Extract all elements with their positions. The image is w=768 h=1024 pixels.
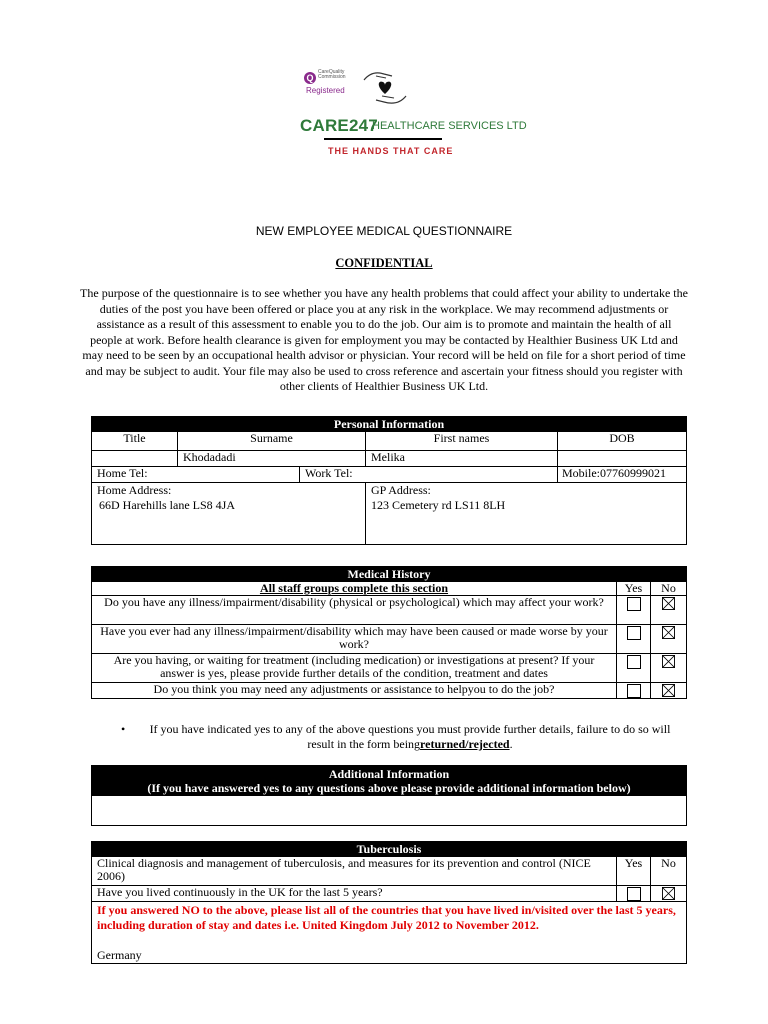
page-title: NEW EMPLOYEE MEDICAL QUESTIONNAIRE xyxy=(255,224,513,238)
q4-yes-cell xyxy=(617,683,651,699)
brand-name: CARE247 xyxy=(300,116,378,135)
confidential-heading: CONFIDENTIAL xyxy=(335,256,433,270)
tb-instruction: If you answered NO to the above, please list all of the countries that you have lived in/visited over the last 5 years, including duration of stay and dates i.e. United Kingdom July 2012 to November 2012. xyxy=(97,903,676,932)
q4-no-checkbox-checked[interactable] xyxy=(662,684,675,697)
brand-subtitle: HEALTHCARE SERVICES LTD xyxy=(372,120,527,132)
q2-yes-cell xyxy=(617,625,651,654)
no-column-header: No xyxy=(651,582,687,596)
gp-address-value: 123 Cemetery rd LS11 8LH xyxy=(371,498,506,512)
gp-address-field[interactable] xyxy=(366,483,687,545)
medical-question-4: Do you think you may need any adjustments or assistance to helpyou to do the job? xyxy=(92,683,617,699)
title-field[interactable] xyxy=(92,451,178,467)
home-tel-label: Home Tel: xyxy=(97,466,148,480)
personal-info-header: Personal Information xyxy=(92,417,687,432)
home-address-value: 66D Harehills lane LS8 4JA xyxy=(99,498,235,512)
additional-info-header xyxy=(92,766,687,796)
note-text: If you have indicated yes to any of the above questions you must provide further details, failure to do so will result in the form being xyxy=(149,722,671,751)
tb-yes-column-header: Yes xyxy=(617,857,651,886)
q3-yes-cell xyxy=(617,654,651,683)
q1-yes-checkbox[interactable] xyxy=(627,597,641,611)
q2-no-checkbox-checked[interactable] xyxy=(662,626,675,639)
cqc-registered-badge xyxy=(304,70,350,98)
surname-column-header: Surname xyxy=(178,432,366,451)
q4-yes-checkbox[interactable] xyxy=(627,684,641,698)
cqc-registered-text: Registered xyxy=(306,86,345,95)
tuberculosis-table xyxy=(91,841,687,964)
medical-history-header: Medical History xyxy=(92,567,687,582)
additional-info-title: Additional Information xyxy=(328,767,450,781)
yes-column-header: Yes xyxy=(617,582,651,596)
note-period: . xyxy=(509,737,513,751)
additional-info-subtitle: (If you have answered yes to any questions above please provide additional information below) xyxy=(147,781,631,795)
firstnames-field[interactable]: Melika xyxy=(366,451,558,467)
q4-no-cell xyxy=(651,683,687,699)
firstnames-column-header: First names xyxy=(366,432,558,451)
dob-field[interactable] xyxy=(558,451,687,467)
hands-heart-icon xyxy=(362,68,408,108)
q3-yes-checkbox[interactable] xyxy=(627,655,641,669)
tb-no-cell xyxy=(651,886,687,902)
q1-no-cell xyxy=(651,596,687,625)
q1-no-checkbox-checked[interactable] xyxy=(662,597,675,610)
home-tel-field[interactable] xyxy=(92,467,300,483)
q3-no-checkbox-checked[interactable] xyxy=(662,655,675,668)
cqc-q-icon: Q xyxy=(304,72,316,84)
medical-history-table xyxy=(91,566,687,699)
medical-question-1: Do you have any illness/impairment/disability (physical or psychological) which may affect your work? xyxy=(92,596,617,625)
gp-address-label: GP Address: xyxy=(371,483,431,497)
mobile-field[interactable] xyxy=(558,467,687,483)
tb-yes-cell xyxy=(617,886,651,902)
additional-info-field[interactable] xyxy=(92,796,687,826)
tb-intro: Clinical diagnosis and management of tuberculosis, and measures for its prevention and control (NICE 2006) xyxy=(92,857,617,886)
q1-yes-cell xyxy=(617,596,651,625)
mobile-label: Mobile: xyxy=(562,466,600,480)
q2-no-cell xyxy=(651,625,687,654)
q2-yes-checkbox[interactable] xyxy=(627,626,641,640)
tb-no-checkbox-checked[interactable] xyxy=(662,887,675,900)
medical-question-3: Are you having, or waiting for treatment (including medication) or investigations at present? If your answer is yes, please provide further details of the condition, treatment and dates xyxy=(92,654,617,683)
surname-field[interactable]: Khodadadi xyxy=(178,451,366,467)
medical-question-2: Have you ever had any illness/impairment/disability which may have been caused or made worse by your work? xyxy=(92,625,617,654)
home-address-field[interactable] xyxy=(92,483,366,545)
home-address-label: Home Address: xyxy=(97,483,172,497)
dob-column-header: DOB xyxy=(558,432,687,451)
personal-information-table xyxy=(91,416,687,545)
work-tel-field[interactable] xyxy=(300,467,558,483)
title-column-header: Title xyxy=(92,432,178,451)
tb-question: Have you lived continuously in the UK for the last 5 years? xyxy=(92,886,617,902)
additional-information-table xyxy=(91,765,687,826)
tb-no-column-header: No xyxy=(651,857,687,886)
medical-subheader: All staff groups complete this section xyxy=(92,582,617,596)
tb-yes-checkbox[interactable] xyxy=(627,887,641,901)
further-details-note xyxy=(140,722,680,752)
tb-countries-field[interactable] xyxy=(92,902,687,964)
tb-countries-value: Germany xyxy=(97,948,142,962)
company-logo xyxy=(300,68,527,166)
logo-divider xyxy=(324,138,442,140)
cqc-small-text: CareQuality Commission xyxy=(318,69,346,80)
bullet-point-icon: • xyxy=(121,722,126,736)
purpose-paragraph: The purpose of the questionnaire is to see whether you have any health problems that could affect your ability to undertake the duties of the post you have been offered or place you at any risk in the workplace. We may recommend adjustments or assistance as a result of this assessment to enable you to do the job. Our aim is to promote and maintain the health of all people at work. Before health clearance is given for employment you may be contacted by Healthier Business UK Ltd and may need to be seen by an occupational health advisor or physician. Your record will be held on file for a short period of time and may be subject to audit. Your file may also be used to cross reference and ascertain your fitness should you register with other clients of Healthier Business UK Ltd. xyxy=(80,286,688,393)
tuberculosis-header: Tuberculosis xyxy=(92,842,687,857)
q3-no-cell xyxy=(651,654,687,683)
mobile-value: 07760999021 xyxy=(600,466,666,480)
work-tel-label: Work Tel: xyxy=(305,466,353,480)
brand-tagline: THE HANDS THAT CARE xyxy=(328,146,454,156)
note-emphasis: returned/rejected xyxy=(420,737,510,751)
